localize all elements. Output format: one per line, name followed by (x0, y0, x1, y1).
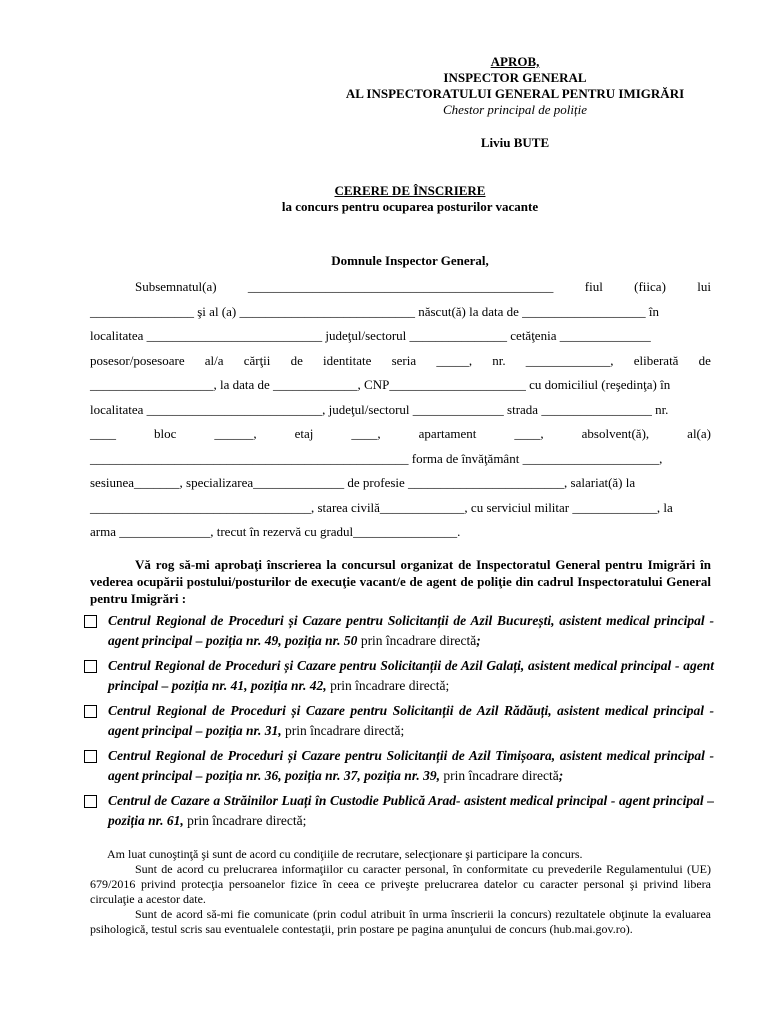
salutation: Domnule Inspector General, (331, 253, 489, 268)
position-option (84, 791, 714, 831)
consent-data-processing: Sunt de acord cu prelucrarea informaţiilor cu caracter personal, în conformitate cu prevederile Regulamentului (UE) 679/2016 privind protecţia persoanelor fizice în ceea ce priveşte prelucrarea datelor cu caracter personal şi privind libera circulaţie a acestor date. (90, 862, 711, 906)
option-position: Centrul de Cazare a Străinilor Luați în Custodie Publică Arad- asistent medical principal - agent principal – poziția nr. 61, (108, 793, 714, 828)
option-hiring-mode: prin încadrare directă; (183, 813, 307, 828)
form-segment: ____, (514, 426, 544, 441)
form-line (90, 377, 711, 393)
position-option (84, 611, 714, 651)
form-segment: nr. (492, 353, 506, 368)
form-segment: (fiica) (634, 279, 666, 294)
form-segment: al(a) (687, 426, 711, 441)
form-segment: fiul (584, 279, 603, 294)
position-option (84, 746, 714, 786)
approver-role: INSPECTOR GENERAL (443, 70, 587, 85)
form-segment: _____________, (525, 353, 614, 368)
option-text (108, 611, 714, 651)
form-segment: seria (391, 353, 417, 368)
form-segment: etaj (294, 426, 314, 441)
form-segment: apartament (418, 426, 477, 441)
request-paragraph: Vă rog să-mi aprobaţi înscrierea la concursul organizat de Inspectoratul General pentru Imigrări în vederea ocupării postului/posturilor de execuţie vacant/e de agent de poliţie din cadrul Inspectoratului General pentru Imigrări : (90, 557, 711, 606)
option-text (108, 701, 714, 741)
form-segment: absolvent(ă), (581, 426, 650, 441)
form-segment: Subsemnatul(a) (135, 279, 217, 294)
option-position: Centrul Regional de Proceduri și Cazare pentru Solicitanții de Azil Timișoara, asistent medical principal - agent principal – poziția nr. 36, poziția nr. 37, poziția nr. 39, (108, 748, 714, 783)
option-checkbox[interactable] (84, 660, 97, 673)
form-line (90, 353, 711, 369)
form-segment: _____, (436, 353, 473, 368)
form-segment: bloc (154, 426, 177, 441)
form-segment: _________________________________________________ forma de învăţământ _____________________, (90, 451, 663, 466)
approval-block (300, 54, 730, 151)
consent-block (90, 847, 711, 937)
form-segment: de (698, 353, 711, 368)
form-line (90, 500, 711, 516)
form-segment: ______, (214, 426, 257, 441)
option-position: Centrul Regional de Proceduri și Cazare pentru Solicitanții de Azil București, asistent medical principal - agent principal – poziția nr. 49, poziția nr. 50 (108, 613, 714, 648)
option-hiring-mode: prin încadrare directă (439, 768, 559, 783)
form-segment: de (290, 353, 303, 368)
form-segment: identitate (323, 353, 372, 368)
option-checkbox[interactable] (84, 615, 97, 628)
form-segment: ____, (351, 426, 381, 441)
form-segment: _______________________________________________ (247, 279, 554, 294)
approver-name: Liviu BUTE (480, 135, 550, 150)
form-segment: ____ (90, 426, 116, 441)
consent-results: Sunt de acord să-mi fie comunicate (prin codul atribuit în urma înscrierii la concurs) rezultatele obţinute la evaluarea psihologică, testul scris sau eventualele contestaţii, prin postare pe pagina anunţului de concurs (hub.mai.gov.ro). (90, 907, 711, 936)
form-line (90, 402, 711, 418)
option-tail: ; (558, 768, 564, 783)
form-line (90, 475, 711, 491)
position-option (84, 656, 714, 696)
option-hiring-mode: prin încadrare directă; (281, 723, 405, 738)
option-hiring-mode: prin încadrare directă (357, 633, 477, 648)
form-segment: ________________ şi al (a) ___________________________ născut(ă) la data de ___________________ în (90, 304, 660, 319)
option-hiring-mode: prin încadrare directă; (326, 678, 450, 693)
form-line (90, 304, 711, 320)
form-line (90, 328, 711, 344)
form-line (90, 426, 711, 442)
form-segment: sesiunea_______, specializarea______________ de profesie ________________________, salariat(ă) la (90, 475, 636, 490)
form-segment: ___________________, la data de _____________, CNP_____________________ cu domiciliul (reşedinţa) în (90, 377, 671, 392)
option-checkbox[interactable] (84, 795, 97, 808)
form-line (90, 451, 711, 467)
option-text (108, 746, 714, 786)
position-option (84, 701, 714, 741)
title-main: CERERE DE ÎNSCRIERE (334, 183, 486, 198)
form-segment: eliberată (633, 353, 679, 368)
form-segment: localitatea ___________________________ judeţul/sectorul _______________ cetăţenia ______________ (90, 328, 651, 343)
form-segment: posesor/posesoare (90, 353, 185, 368)
option-position: Centrul Regional de Proceduri și Cazare pentru Solicitanții de Azil Galați, asistent medical principal - agent principal – poziția nr. 41, poziția nr. 42, (108, 658, 714, 693)
form-segment: __________________________________, starea civilă_____________, cu serviciul militar _____________, la (90, 500, 673, 515)
approver-institution: AL INSPECTORATULUI GENERAL PENTRU IMIGRĂRI (345, 86, 685, 101)
form-segment: al/a (204, 353, 224, 368)
title-sub: la concurs pentru ocuparea posturilor vacante (281, 199, 539, 214)
option-tail: ; (476, 633, 481, 648)
form-segment: arma ______________, trecut în rezervă cu gradul________________. (90, 524, 461, 539)
form-line (90, 524, 711, 540)
option-text (108, 656, 714, 696)
approve-label: APROB, (490, 54, 540, 69)
consent-conditions: Am luat cunoştinţă şi sunt de acord cu condiţiile de recrutare, selecţionare şi participare la concurs. (107, 847, 583, 861)
option-checkbox[interactable] (84, 750, 97, 763)
form-segment: lui (697, 279, 711, 294)
document-title (90, 183, 730, 215)
form-segment: cărţii (243, 353, 271, 368)
option-checkbox[interactable] (84, 705, 97, 718)
approver-rank: Chestor principal de poliție (442, 102, 588, 117)
form-line (135, 279, 711, 295)
form-segment: localitatea ___________________________, judeţul/sectorul ______________ strada _________________ nr. (90, 402, 669, 417)
option-position: Centrul Regional de Proceduri și Cazare pentru Solicitanții de Azil Rădăuți, asistent medical principal - agent principal – poziția nr. 31, (108, 703, 714, 738)
option-text (108, 791, 714, 831)
